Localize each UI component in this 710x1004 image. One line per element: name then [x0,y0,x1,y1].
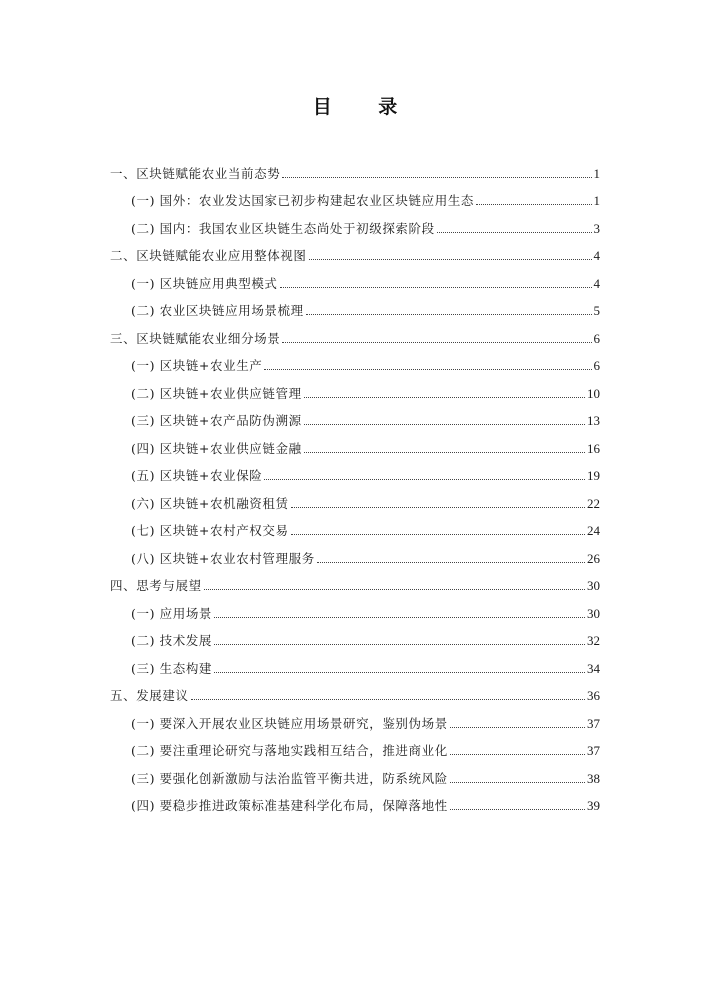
toc-entry-title: 三、区块链赋能农业细分场景 [110,330,281,346]
toc-page-number: 26 [587,550,600,566]
toc-entry-title: (二) 国内：我国农业区块链生态尚处于初级探索阶段 [131,220,435,236]
toc-entry-title: (四) 要稳步推进政策标准基建科学化布局，保障落地性 [131,798,448,813]
toc-page-number: 36 [587,688,600,703]
toc-page-number: 39 [587,798,600,813]
toc-dot-leader [304,397,585,398]
toc-dot-leader [317,562,585,563]
toc-page-number: 30 [587,578,600,593]
toc-entry-title: (三) 要强化创新激励与法治监管平衡共进，防系统风险 [131,770,448,786]
toc-dot-leader [214,672,585,673]
toc-entry-title: (三) 生态构建 [131,660,213,676]
toc-entry-title: (一) 要深入开展农业区块链应用场景研究，鉴别伪场景 [131,715,448,731]
toc-entry-title: (四) 区块链+农业供应链金融 [131,440,302,456]
toc-section-entry[interactable] [110,483,600,511]
toc-chapter-entry[interactable] [110,236,600,264]
toc-chapter-entry[interactable] [110,318,600,346]
toc-section-entry[interactable] [110,373,600,401]
toc-page-number: 24 [587,523,600,538]
toc-page-number: 37 [587,715,600,731]
toc-entry-title: (五) 区块链+农业保险 [131,468,263,483]
toc-page-number: 1 [593,193,600,208]
toc-dot-leader [214,644,585,645]
toc-entry-title: (一) 应用场景 [131,605,213,621]
toc-page-number: 32 [587,633,600,648]
toc-section-entry[interactable] [110,703,600,731]
toc-page-number: 16 [587,440,600,456]
toc-dot-leader [306,314,592,315]
toc-dot-leader [282,342,591,343]
toc-entry-title: (二) 技术发展 [131,633,213,648]
toc-page-number: 34 [587,660,600,676]
toc-dot-leader [476,204,591,205]
toc-entry-title: 四、思考与展望 [110,578,202,593]
table-of-contents [110,153,600,813]
toc-dot-leader [204,589,585,590]
toc-entry-title: (二) 要注重理论研究与落地实践相互结合，推进商业化 [131,743,448,758]
toc-entry-title: (八) 区块链+农业农村管理服务 [131,550,315,566]
toc-entry-title: (七) 区块链+农村产权交易 [131,523,289,538]
toc-dot-leader [450,782,585,783]
toc-section-entry[interactable] [110,621,600,649]
toc-dot-leader [280,287,592,288]
toc-chapter-entry[interactable] [110,153,600,181]
toc-dot-leader [264,479,585,480]
toc-page-number: 3 [593,220,600,236]
toc-dot-leader [214,617,585,618]
toc-page-number: 37 [587,743,600,758]
toc-section-entry[interactable] [110,758,600,786]
toc-section-entry[interactable] [110,511,600,539]
toc-chapter-entry[interactable] [110,566,600,594]
toc-page-number: 5 [593,303,600,318]
toc-section-entry[interactable] [110,208,600,236]
toc-section-entry[interactable] [110,648,600,676]
toc-section-entry[interactable] [110,401,600,429]
toc-entry-title: (一) 区块链应用典型模式 [131,275,278,291]
toc-page-number: 6 [593,330,600,346]
toc-section-entry[interactable] [110,428,600,456]
toc-dot-leader [291,534,585,535]
toc-section-entry[interactable] [110,181,600,209]
toc-section-entry[interactable] [110,346,600,374]
toc-dot-leader [304,424,585,425]
toc-page-number: 30 [587,605,600,621]
toc-page-number: 4 [593,275,600,291]
toc-dot-leader [437,232,592,233]
toc-section-entry[interactable] [110,593,600,621]
toc-entry-title: 五、发展建议 [110,688,189,703]
toc-section-entry[interactable] [110,291,600,319]
toc-page-number: 19 [587,468,600,483]
toc-page-number: 4 [593,248,600,263]
toc-page-number: 10 [587,385,600,401]
toc-dot-leader [264,369,591,370]
toc-dot-leader [309,259,592,260]
toc-dot-leader [450,809,585,810]
page-title: 目 录 [312,96,418,118]
toc-entry-title: (三) 区块链+农产品防伪溯源 [131,413,302,428]
toc-entry-title: 一、区块链赋能农业当前态势 [110,165,281,181]
toc-page-number: 1 [593,165,600,181]
toc-dot-leader [304,452,585,453]
toc-entry-title: (六) 区块链+农机融资租赁 [131,495,289,511]
toc-entry-title: (一) 国外：农业发达国家已初步构建起农业区块链应用生态 [131,193,475,208]
toc-entry-title: (一) 区块链+农业生产 [131,358,263,373]
toc-section-entry[interactable] [110,456,600,484]
toc-page-number: 22 [587,495,600,511]
toc-entry-title: (二) 区块链+农业供应链管理 [131,385,302,401]
toc-dot-leader [450,727,585,728]
toc-page-number: 13 [587,413,600,428]
toc-dot-leader [191,699,585,700]
toc-page-number: 6 [593,358,600,373]
toc-entry-title: 二、区块链赋能农业应用整体视图 [110,248,307,263]
toc-dot-leader [291,507,585,508]
toc-dot-leader [282,177,591,178]
toc-page-number: 38 [587,770,600,786]
toc-entry-title: (二) 农业区块链应用场景梳理 [131,303,304,318]
toc-section-entry[interactable] [110,786,600,814]
toc-section-entry[interactable] [110,538,600,566]
toc-section-entry[interactable] [110,263,600,291]
toc-chapter-entry[interactable] [110,676,600,704]
toc-section-entry[interactable] [110,731,600,759]
toc-dot-leader [450,754,585,755]
